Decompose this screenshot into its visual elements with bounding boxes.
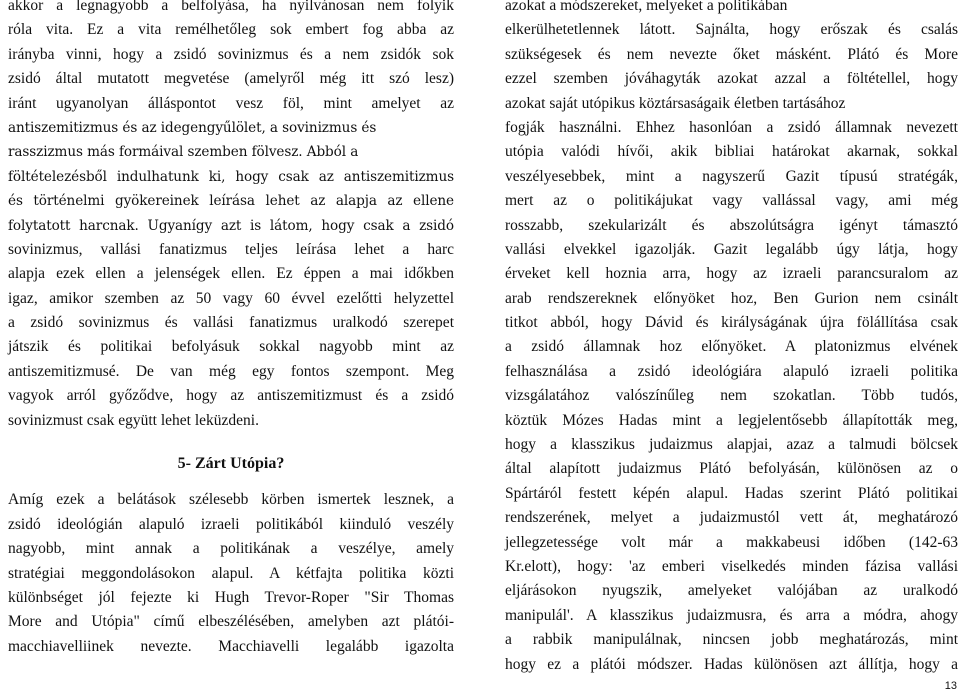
text-line: utópia valódi hívői, akik bibliai határokat akarnak, sokkal: [505, 143, 958, 161]
text-line: Kr.elott), hogy: 'az emberi viselkedés minden fázisa vallási: [505, 557, 958, 575]
text-line: vizsgálatához valószínűleg nem szokatlan. Több tudós,: [505, 387, 958, 405]
text-line: által alapított judaizmus Plátó befolyásán, különösen az o: [505, 460, 958, 478]
text-line: manipulál'. A klasszikus judaizmusra, és arra a módra, ahogy: [505, 606, 958, 624]
text-line: rendszerének, melyet a judaizmustól vett át, meghatározó: [505, 509, 958, 527]
text-line: érveket kell hoznia arra, hogy az izraeli parancsuralom az: [505, 265, 958, 283]
text-line: Spártáról festett képén alapul. Hadas szerint Plátó politikai: [505, 484, 958, 502]
text-line: játszik és politikai befolyásuk sokkal nagyobb mint az: [8, 338, 454, 356]
text-line: zsidó ideológián alapuló izraeli politikából kiinduló veszély: [8, 515, 454, 533]
text-line: titkot abból, hogy Dávid és királyságának újra fölállítása csak: [505, 314, 958, 332]
left-paragraph-2: [8, 488, 454, 659]
text-line: antiszemitizmusé. De van még egy fontos szempont. Meg: [8, 362, 454, 380]
text-line: irányba vinni, hogy a zsidó sovinizmus és a nem zsidók sok: [8, 45, 454, 63]
text-line: Amíg ezek a belátások szélesebb körben ismertek lesznek, a: [8, 491, 454, 509]
text-line: hogy a klasszikus judaizmus alapjai, azaz a talmudi bölcsek: [505, 436, 958, 454]
text-line: sovinizmus, vallási fanatizmus teljes leírása lehet a harc: [8, 240, 454, 258]
text-line: különbséget jól fejezte ki Hugh Trevor-Roper "Sir Thomas: [8, 588, 454, 606]
spacer: [8, 433, 454, 452]
text-line: a zsidó sovinizmus és vallási fanatizmus uralkodó szerepet: [8, 314, 454, 332]
text-line: antiszemitizmus és az idegengyűlölet, a sovinizmus és: [8, 119, 377, 136]
text-line: róla vita. Ez a vita remélhetőleg sok embert fog abba az: [8, 21, 454, 39]
text-line: vallási elvekkel igazolják. Gazit legalább úgy látja, hogy: [505, 240, 958, 258]
text-line: macchiavelliinek nevezte. Macchiavelli legalább igazolta: [8, 637, 454, 655]
text-line: azokat saját utópikus köztársaságaik életben tartásához: [505, 94, 846, 112]
text-line: vagyok arról győződve, hogy az antiszemitizmust és a zsidó: [8, 387, 454, 405]
section-heading: 5- Zárt Utópia?: [177, 455, 285, 473]
text-line: akkor a legnagyobb a belfolyása, ha nyilvánosan nem folyik: [8, 0, 454, 14]
spacer: [8, 476, 454, 488]
text-line: arab rendszereknek előnyöket hoz, Ben Gurion nem csinált: [505, 289, 958, 307]
text-line: rosszabb, szekularizált és abszolútságra igényt támasztó: [505, 216, 958, 234]
text-line: hogy ez a plátói módszer. Hadas különösen azt állítja, hogy a: [505, 655, 958, 673]
text-line: alapja ezek ellen a jelenségek ellen. Ez éppen a mai időkben: [8, 265, 454, 283]
left-column: [8, 0, 454, 659]
page-number: 13: [944, 680, 957, 692]
text-line: azokat a módszereket, melyeket a politikában: [505, 0, 788, 14]
text-line: folytatott harcnak. Ugyanígy azt is látom, hogy csak a zsidó: [8, 217, 454, 234]
text-line: rasszizmus más formáival szemben fölvesz. Abból a: [8, 144, 359, 161]
text-line: felhasználása a zsidó ideológiára alapuló izraeli politika: [505, 362, 958, 380]
text-line: stratégiai meggondolásokon alapul. A kétfajta politika közti: [8, 564, 454, 582]
right-column: [505, 0, 958, 677]
text-line: eljárásokon nyugszik, amelyeket valójában az uralkodó: [505, 582, 958, 600]
text-line: zsidó által mutatott megvetése (amelyről még itt szó lesz): [8, 70, 454, 88]
text-line: köztük Mózes Hadas mint a legjelentősebb állapították meg,: [505, 411, 958, 429]
text-line: iránt ugyanolyan álláspontot vesz föl, mint amelyet az: [8, 94, 454, 112]
text-line: és történelmi gyökereinek leírása lehet az alapja az ellene: [8, 193, 454, 210]
left-paragraph-1: [8, 0, 454, 433]
text-line: More and Utópia" című elbeszélésében, amelyben azt plátói-: [8, 613, 454, 631]
text-line: a zsidó államnak hoz előnyöket. A platonizmus elvének: [505, 338, 958, 356]
text-line: veszélyesebbek, mint a nagyszerű Gazit típusú stratégák,: [505, 167, 958, 185]
text-line: föltételezésből indulhatunk ki, hogy csak az antiszemitizmus: [8, 168, 454, 185]
text-line: nagyobb, mint annak a politikának a veszélye, amely: [8, 540, 454, 558]
text-line: mert az o politikájukat vagy vallással vagy, ami még: [505, 192, 958, 210]
text-line: ezzel szemben jóváhagyták azokat azzal a föltétellel, hogy: [505, 70, 958, 88]
text-line: igaz, amikor szemben az 50 vagy 60 évvel ezelőtti helyzettel: [8, 289, 454, 307]
text-line: jellegzetessége volt már a makkabeusi időben (142-63: [505, 533, 958, 551]
text-line: elkerülhetetlennek látott. Sajnálta, hogy erőszak és csalás: [505, 21, 958, 39]
text-line: sovinizmust csak együtt lehet leküzdeni.: [8, 411, 259, 429]
text-line: szükségesek és nem nevezte őket másként. Plátó és More: [505, 45, 958, 63]
text-line: a rabbik manipulálnak, nincsen jobb meghatározás, mint: [505, 631, 958, 649]
text-line: fogják használni. Ehhez hasonlóan a zsidó államnak nevezett: [505, 118, 958, 136]
